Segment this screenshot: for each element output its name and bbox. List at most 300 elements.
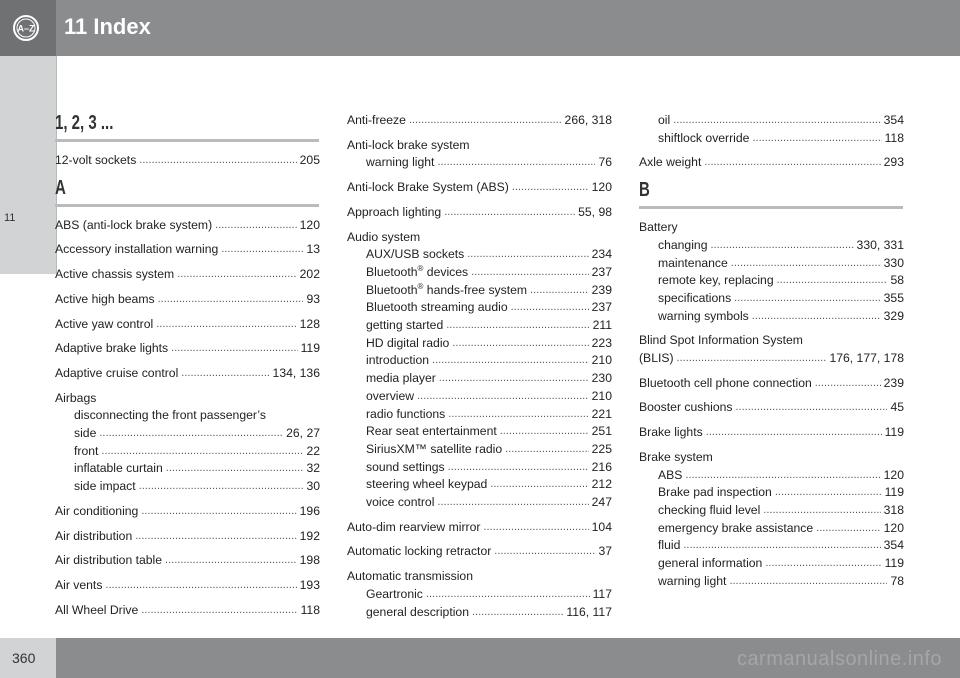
dot-leader	[816, 520, 881, 538]
page-reference: 37	[598, 544, 612, 559]
entry-title-text: Axle weight	[639, 155, 702, 170]
entry-title	[366, 388, 414, 406]
index-entry	[639, 332, 904, 367]
entry-title	[55, 602, 138, 620]
entry-title	[366, 476, 487, 494]
dot-leader	[511, 299, 589, 317]
entry-title-text: ABS (anti-lock brake system)	[55, 217, 213, 232]
index-column-2	[347, 112, 612, 628]
page-reference: 118	[884, 130, 904, 145]
entry-title	[658, 130, 749, 148]
footer-tab	[0, 638, 56, 678]
page-reference: 211	[592, 318, 612, 333]
entry-title-text: introduction	[366, 353, 430, 368]
page-reference: 266, 318	[564, 113, 612, 127]
entry-title-text: voice control	[366, 495, 435, 510]
header-tab	[0, 0, 56, 56]
entry-title	[55, 340, 168, 358]
entry-title-text: Air vents	[55, 577, 103, 592]
page-reference: 210	[591, 353, 612, 368]
page-reference: 354	[883, 113, 904, 127]
entry-title-text: Active chassis system	[55, 267, 175, 282]
page-reference: 193	[299, 577, 320, 592]
section-heading: 1, 2, 3 ...	[55, 112, 319, 142]
entry-title-text: Active high beams	[55, 291, 155, 306]
entry-title	[366, 586, 423, 604]
index-subentry	[347, 370, 612, 388]
page-reference: 93	[306, 291, 320, 306]
entry-title-text: oil	[658, 113, 671, 127]
entry-title	[55, 152, 136, 170]
dot-leader	[731, 255, 881, 273]
dot-leader	[448, 459, 589, 477]
entry-title	[55, 552, 162, 570]
entry-title-text: overview	[366, 388, 415, 403]
page-reference: 117	[592, 586, 612, 601]
index-subentry	[55, 425, 320, 443]
entry-title-text: Automatic locking retractor	[347, 544, 492, 559]
entry-title	[366, 459, 445, 477]
entry-title-text: Anti-freeze	[347, 113, 406, 127]
page-reference: 221	[591, 406, 612, 421]
page-reference: 119	[300, 341, 320, 356]
index-entry	[639, 112, 904, 147]
page-reference: 202	[299, 267, 320, 282]
dot-leader	[437, 154, 595, 172]
index-entry	[55, 316, 320, 334]
entry-title	[74, 443, 98, 461]
entry-title	[639, 399, 733, 417]
entry-heading: Airbags	[55, 390, 97, 405]
dot-leader	[673, 112, 880, 130]
page-reference: 45	[890, 400, 904, 415]
dot-leader	[105, 577, 296, 595]
entry-title-text: Adaptive brake lights	[55, 341, 169, 356]
entry-title-text: general description	[366, 604, 469, 619]
entry-title	[55, 316, 153, 334]
entry-title	[366, 154, 434, 172]
dot-leader	[181, 365, 269, 383]
entry-title	[55, 577, 102, 595]
entry-title-text: (BLIS)	[639, 351, 674, 366]
dot-leader	[171, 340, 297, 358]
entry-title-text: maintenance	[658, 255, 728, 270]
entry-title	[55, 291, 155, 309]
dot-leader	[99, 425, 283, 443]
entry-title	[639, 350, 674, 368]
page-reference: 237	[591, 264, 612, 279]
index-subentry	[347, 459, 612, 477]
index-entry-row	[55, 577, 320, 595]
index-entry-row	[639, 375, 904, 393]
entry-title-text: Bluetooth streaming audio	[366, 300, 508, 315]
index-subentry	[347, 423, 612, 441]
index-entry-row	[55, 528, 320, 546]
dot-leader	[448, 406, 588, 424]
index-subentry	[347, 246, 612, 264]
dot-leader	[409, 112, 562, 130]
index-entry-row	[55, 503, 320, 521]
entry-title-rest: devices	[423, 264, 469, 279]
entry-title-text: front	[74, 443, 99, 458]
page-reference: 210	[591, 388, 612, 403]
page-reference: 330, 331	[856, 237, 904, 252]
entry-title-text: Active yaw control	[55, 316, 154, 331]
entry-title-text: Geartronic	[366, 586, 423, 601]
entry-title	[74, 460, 163, 478]
index-entry	[55, 552, 320, 570]
page-reference: 30	[306, 479, 320, 494]
index-entry	[639, 219, 904, 325]
entry-title	[658, 537, 680, 555]
entry-title	[658, 573, 726, 591]
index-subentry	[55, 443, 320, 461]
entry-heading: Blind Spot Information System	[639, 333, 803, 348]
page-reference: 120	[883, 467, 904, 482]
page-reference: 196	[299, 503, 320, 518]
index-entry-row	[55, 602, 320, 620]
entry-title	[366, 441, 502, 459]
dot-leader	[101, 443, 303, 461]
page-reference: 251	[591, 424, 612, 439]
entry-title	[639, 154, 701, 172]
page-reference: 216	[591, 459, 612, 474]
page-reference: 13	[306, 242, 320, 257]
entry-title	[74, 478, 136, 496]
index-entry-row	[55, 217, 320, 235]
entry-title-text: inflatable curtain	[74, 461, 163, 476]
dot-leader	[490, 476, 588, 494]
index-entry	[55, 266, 320, 284]
index-subentry	[347, 388, 612, 406]
entry-title	[658, 484, 772, 502]
entry-title-text: specifications	[658, 290, 732, 305]
page-reference: 225	[591, 441, 612, 456]
index-subentry	[639, 502, 904, 520]
index-entry	[639, 449, 904, 591]
index-entry	[55, 241, 320, 259]
index-entry	[55, 528, 320, 546]
entry-title	[658, 290, 731, 308]
dot-leader	[135, 528, 296, 546]
entry-title-text: getting started	[366, 318, 444, 333]
page-reference: 355	[883, 290, 904, 305]
index-column-3	[639, 112, 904, 597]
entry-title	[658, 112, 670, 130]
dot-leader	[752, 308, 881, 326]
entry-title-text: steering wheel keypad	[366, 477, 488, 492]
index-entry-row	[347, 519, 612, 537]
entry-title	[347, 112, 406, 130]
entry-title-text: media player	[366, 371, 436, 386]
dot-leader	[139, 478, 304, 496]
a-z-icon	[12, 14, 40, 42]
entry-title	[366, 246, 464, 264]
entry-title	[658, 308, 749, 326]
index-entry-row	[347, 543, 612, 561]
dot-leader	[141, 503, 296, 521]
index-entry	[55, 365, 320, 383]
index-subentry	[639, 520, 904, 538]
page-title: 11 Index	[64, 14, 151, 39]
dot-leader	[221, 241, 303, 259]
dot-leader	[734, 290, 880, 308]
section-heading: A	[55, 177, 319, 207]
index-subentry	[639, 484, 904, 502]
entry-title-text: shiftlock override	[658, 130, 750, 145]
page-reference: 237	[591, 300, 612, 315]
entry-title-text: 12-volt sockets	[55, 153, 137, 167]
dot-leader	[437, 494, 588, 512]
page-reference: 223	[591, 335, 612, 350]
dot-leader	[417, 388, 589, 406]
entry-title-text: changing	[658, 237, 708, 252]
dot-leader	[505, 441, 589, 459]
entry-title-text: checking fluid level	[658, 502, 761, 517]
entry-title-text: Accessory installation warning	[55, 242, 219, 257]
index-entry	[347, 137, 612, 172]
page-reference: 293	[883, 155, 904, 170]
index-entry	[639, 424, 904, 442]
dot-leader	[165, 552, 297, 570]
entry-title	[347, 179, 509, 197]
entry-title	[366, 352, 429, 370]
index-subentry	[55, 478, 320, 496]
page-reference: 32	[306, 461, 320, 476]
dot-leader	[777, 272, 888, 290]
dot-leader	[683, 537, 880, 555]
dot-leader	[815, 375, 881, 393]
dot-leader	[215, 217, 297, 235]
entry-title-text: Approach lighting	[347, 204, 442, 219]
index-column-1	[55, 112, 320, 626]
entry-title-text: warning symbols	[658, 308, 749, 323]
entry-title-text: Anti-lock Brake System (ABS)	[347, 180, 509, 195]
chapter-side-tab-label: 11	[4, 212, 16, 224]
page-reference: 119	[884, 556, 904, 571]
chapter-side-tab	[0, 56, 57, 274]
entry-title	[366, 406, 445, 424]
entry-title-text: radio functions	[366, 406, 446, 421]
page-reference: 76	[598, 155, 612, 170]
entry-title-text: HD digital radio	[366, 335, 450, 350]
index-entry-row	[55, 552, 320, 570]
entry-title	[74, 407, 266, 425]
dot-leader	[439, 370, 589, 388]
dot-leader	[156, 316, 296, 334]
page-reference: 234	[591, 247, 612, 262]
dot-leader	[710, 237, 853, 255]
index-entry	[55, 152, 320, 170]
index-subentry	[639, 130, 904, 148]
page-reference: 354	[883, 538, 904, 553]
index-entry-row	[55, 340, 320, 358]
index-entry	[639, 399, 904, 417]
page-reference: 239	[591, 282, 612, 297]
dot-leader	[444, 204, 575, 222]
page-reference: 58	[890, 273, 904, 288]
entry-title	[347, 519, 480, 537]
dot-leader	[158, 291, 304, 309]
entry-title	[55, 503, 138, 521]
entry-title-text: sound settings	[366, 459, 445, 474]
index-entry	[347, 179, 612, 197]
index-entry-row	[639, 350, 904, 368]
entry-title	[366, 335, 449, 353]
entry-title	[55, 241, 218, 259]
dot-leader	[752, 130, 881, 148]
entry-title-text: Bluetooth	[366, 282, 418, 297]
dot-leader	[530, 282, 589, 300]
page-reference: 329	[883, 308, 904, 323]
entry-title-text: All Wheel Drive	[55, 602, 139, 617]
page-reference: 230	[591, 371, 612, 386]
page-reference: 212	[591, 477, 612, 492]
entry-title-text: Auto-dim rearview mirror	[347, 519, 481, 534]
page-reference: 119	[884, 425, 904, 440]
entry-title-text: Brake lights	[639, 425, 703, 440]
page-reference: 239	[883, 375, 904, 390]
index-entry-row	[639, 424, 904, 442]
a-z-icon-text: A–Z	[17, 23, 35, 34]
entry-title	[658, 555, 762, 573]
entry-title-text: Air distribution	[55, 528, 133, 543]
entry-title	[658, 520, 813, 538]
index-entry-row	[55, 266, 320, 284]
dot-leader	[512, 179, 589, 197]
entry-title-text: Rear seat entertainment	[366, 424, 497, 439]
index-subentry	[347, 335, 612, 353]
entry-title	[639, 424, 703, 442]
index-subentry	[347, 406, 612, 424]
index-subentry	[347, 604, 612, 622]
entry-title-text: side impact	[74, 479, 136, 494]
entry-title-text: remote key, replacing	[658, 273, 774, 288]
index-subentry	[639, 555, 904, 573]
index-subentry	[347, 299, 612, 317]
index-subentry	[639, 272, 904, 290]
index-entry	[639, 375, 904, 393]
page-reference: 55, 98	[578, 204, 612, 219]
index-subentry	[347, 352, 612, 370]
page-reference: 247	[591, 495, 612, 510]
dot-leader	[177, 266, 296, 284]
page-reference: 128	[299, 316, 320, 331]
entry-title-text: side	[74, 426, 97, 441]
page-footer	[0, 638, 960, 678]
dot-leader	[426, 586, 590, 604]
page-reference: 119	[884, 485, 904, 500]
index-subentry	[639, 537, 904, 555]
index-entry-row	[639, 399, 904, 417]
index-entry	[347, 519, 612, 537]
page-reference: 120	[591, 180, 612, 195]
entry-title	[658, 502, 760, 520]
entry-title	[55, 365, 178, 383]
index-subentry	[347, 317, 612, 335]
index-entry-row	[55, 365, 320, 383]
index-entry	[55, 217, 320, 235]
page-reference: 104	[591, 519, 612, 534]
index-subentry	[347, 586, 612, 604]
entry-title-text: Booster cushions	[639, 400, 733, 415]
index-entry	[55, 577, 320, 595]
entry-title	[366, 370, 436, 388]
page-reference: 118	[300, 602, 320, 617]
entry-title-text: Bluetooth	[366, 264, 418, 279]
dot-leader	[677, 350, 827, 368]
entry-title-text: Air conditioning	[55, 503, 139, 518]
dot-leader	[139, 152, 296, 170]
index-subentry	[639, 112, 904, 130]
page-reference: 134, 136	[272, 365, 320, 380]
entry-title-text: warning light	[658, 573, 727, 588]
index-entry	[55, 390, 320, 496]
entry-heading: Automatic transmission	[347, 569, 473, 584]
index-entry-row	[639, 154, 904, 172]
index-entry	[347, 112, 612, 130]
page-reference: 120	[299, 217, 320, 232]
page-reference: 192	[299, 528, 320, 543]
index-subentry	[639, 255, 904, 273]
page-reference: 176, 177, 178	[829, 351, 904, 366]
dot-leader	[166, 460, 304, 478]
section-heading: B	[639, 179, 903, 209]
index-entry	[347, 543, 612, 561]
index-subentry	[347, 441, 612, 459]
dot-leader	[141, 602, 297, 620]
entry-title	[55, 528, 132, 546]
entry-title	[366, 494, 434, 512]
entry-title-text: SiriusXM™ satellite radio	[366, 441, 503, 456]
dot-leader	[685, 467, 880, 485]
entry-title-text: Adaptive cruise control	[55, 365, 179, 380]
dot-leader	[775, 484, 882, 502]
entry-title-text: Brake pad inspection	[658, 485, 772, 500]
dot-leader	[704, 154, 880, 172]
entry-title-text: disconnecting the front passenger’s	[74, 408, 266, 423]
entry-title	[366, 264, 468, 282]
page-reference: 198	[299, 553, 320, 568]
entry-title	[366, 423, 497, 441]
index-entry	[55, 340, 320, 358]
dot-leader	[706, 424, 882, 442]
index-subentry	[639, 290, 904, 308]
index-subentry	[639, 573, 904, 591]
index-entry	[55, 602, 320, 620]
dot-leader	[729, 573, 887, 591]
page-reference: 330	[883, 255, 904, 270]
watermark-text: carmanualsonline.info	[736, 648, 942, 670]
entry-title	[366, 604, 469, 622]
entry-title	[347, 204, 441, 222]
index-entry	[639, 154, 904, 172]
index-entry	[347, 229, 612, 512]
index-entry	[55, 291, 320, 309]
registered-mark: ®	[417, 281, 424, 291]
page-header	[0, 0, 960, 56]
entry-title-text: ABS	[658, 467, 683, 482]
page-reference: 116, 117	[566, 604, 612, 619]
entry-title-text: warning light	[366, 155, 435, 170]
entry-title	[366, 317, 443, 335]
entry-title-text: Air distribution table	[55, 553, 163, 568]
index-subentry	[347, 264, 612, 282]
index-entry-row	[55, 241, 320, 259]
index-subentry	[639, 467, 904, 485]
page-reference: 22	[306, 443, 320, 458]
index-entry	[347, 568, 612, 621]
